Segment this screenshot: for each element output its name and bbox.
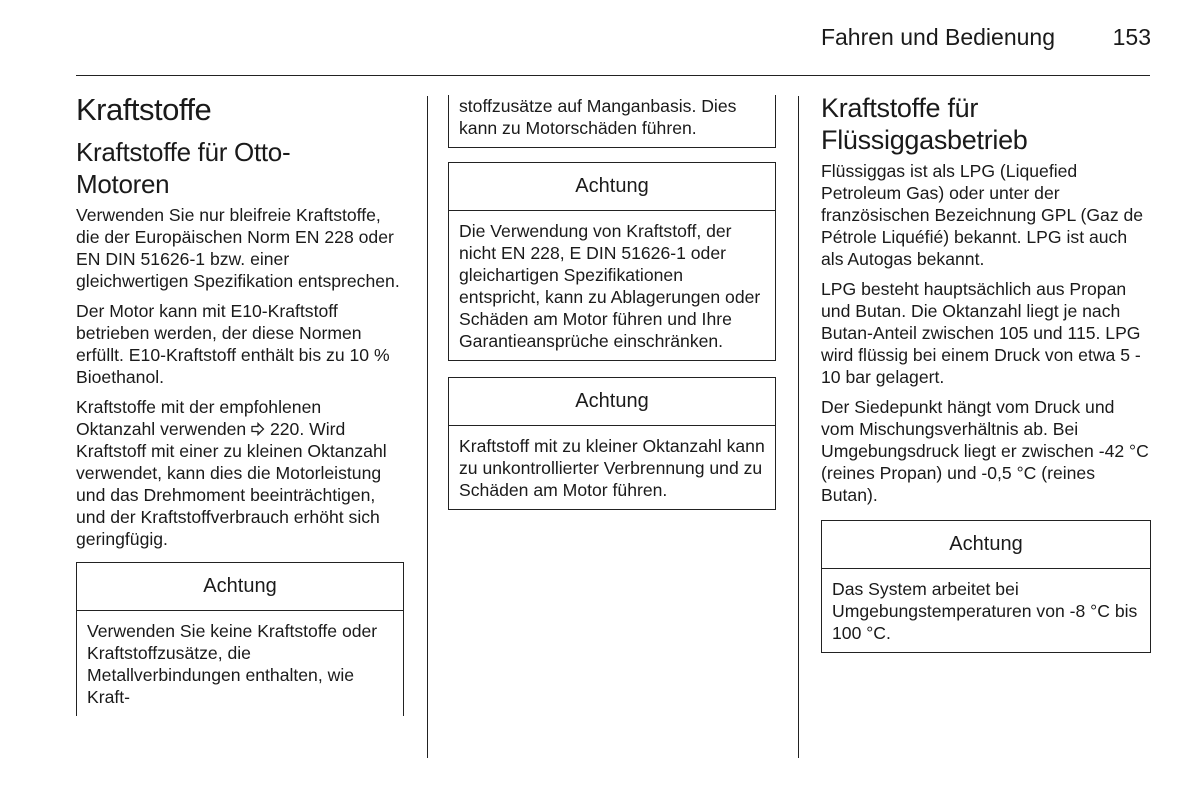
page-ref-number: 220 (269, 419, 300, 439)
page-ref-link[interactable] (251, 419, 299, 439)
column-divider-2 (798, 96, 799, 758)
octane-text-after: . Wird Kraftstoff mit einer zu kleinen Oktanzahl verwendet, kann dies die Motorleistung und das Drehmoment beeinträchtigen, und der Kraftstoffverbrauch erhöht sich geringfügig. (76, 419, 387, 549)
warning-box-heading: Achtung (822, 521, 1150, 569)
paragraph-octane (76, 396, 404, 550)
warning-box-temperature (821, 520, 1151, 653)
page-reference-arrow-icon (251, 422, 265, 436)
section-heading-otto: Kraftstoffe für Otto-Motoren (76, 137, 291, 199)
warning-box-body: Das System arbeitet bei Umgebungstemperaturen von -8 °C bis 100 °C. (832, 579, 1138, 643)
octane-text-before: Kraftstoffe mit der empfohlenen Oktanzahl verwenden (76, 397, 322, 439)
paragraph-unleaded: Verwenden Sie nur bleifreie Kraftstoffe, die der Europäischen Norm EN 228 oder EN DIN 51626-1 bzw. einer gleichwertigen Spezifikation entsprechen. (76, 205, 400, 291)
chapter-heading: Kraftstoffe (76, 92, 212, 127)
column-divider-1 (427, 96, 428, 758)
warning-box-body: Kraftstoff mit zu kleiner Oktanzahl kann zu unkontrollierter Verbrennung und zu Schäden am Motor führen. (459, 436, 765, 500)
column-right (821, 92, 1151, 669)
warning-box-body: Verwenden Sie keine Kraftstoffe oder Kraftstoffzusätze, die Metallverbindungen enthalten, wie Kraft- (87, 621, 378, 707)
warning-box-metal-additives-cont (448, 95, 776, 148)
paragraph-lpg-intro: Flüssiggas ist als LPG (Liquefied Petroleum Gas) oder unter der französischen Bezeichnung GPL (Gaz de Pétrole Liquéfié) bekannt. LPG ist auch als Autogas bekannt. (821, 161, 1144, 269)
header-divider (76, 75, 1150, 76)
section-heading-lpg: Kraftstoffe für Flüssiggasbetrieb (821, 93, 1028, 155)
warning-box-heading: Achtung (449, 163, 775, 211)
paragraph-boiling-point: Der Siedepunkt hängt vom Druck und vom Mischungsverhältnis ab. Bei Umgebungsdruck liegt er zwischen -42 °C (reines Propan) und -0,5 °C (reines Butan). (821, 397, 1149, 505)
warning-box-body-cont: stoffzusätze auf Manganbasis. Dies kann zu Motorschäden führen. (459, 96, 737, 138)
warning-box-heading: Achtung (449, 378, 775, 426)
warning-box-metal-additives (76, 562, 404, 716)
column-middle (448, 95, 776, 526)
warning-box-heading: Achtung (77, 563, 403, 611)
page-number: 153 (1112, 24, 1151, 50)
warning-box-body: Die Verwendung von Kraftstoff, der nicht EN 228, E DIN 51626-1 oder gleichartigen Spezifikationen entspricht, kann zu Ablagerungen oder Schäden am Motor führen und Ihre Garantieansprüche einschränken. (459, 221, 761, 351)
section-title: Fahren und Bedienung (820, 24, 1055, 50)
paragraph-lpg-composition: LPG besteht hauptsächlich aus Propan und Butan. Die Oktanzahl liegt je nach Butan-Anteil zwischen 105 und 115. LPG wird flüssig bei einem Druck von etwa 5 - 10 bar gelagert. (821, 279, 1141, 387)
paragraph-e10: Der Motor kann mit E10-Kraftstoff betrieben werden, der diese Normen erfüllt. E10-Kraftstoff enthält bis zu 10 % Bioethanol. (76, 301, 390, 387)
warning-box-octane (448, 377, 776, 510)
column-left (76, 92, 404, 732)
warning-box-fuel-norm (448, 162, 776, 361)
